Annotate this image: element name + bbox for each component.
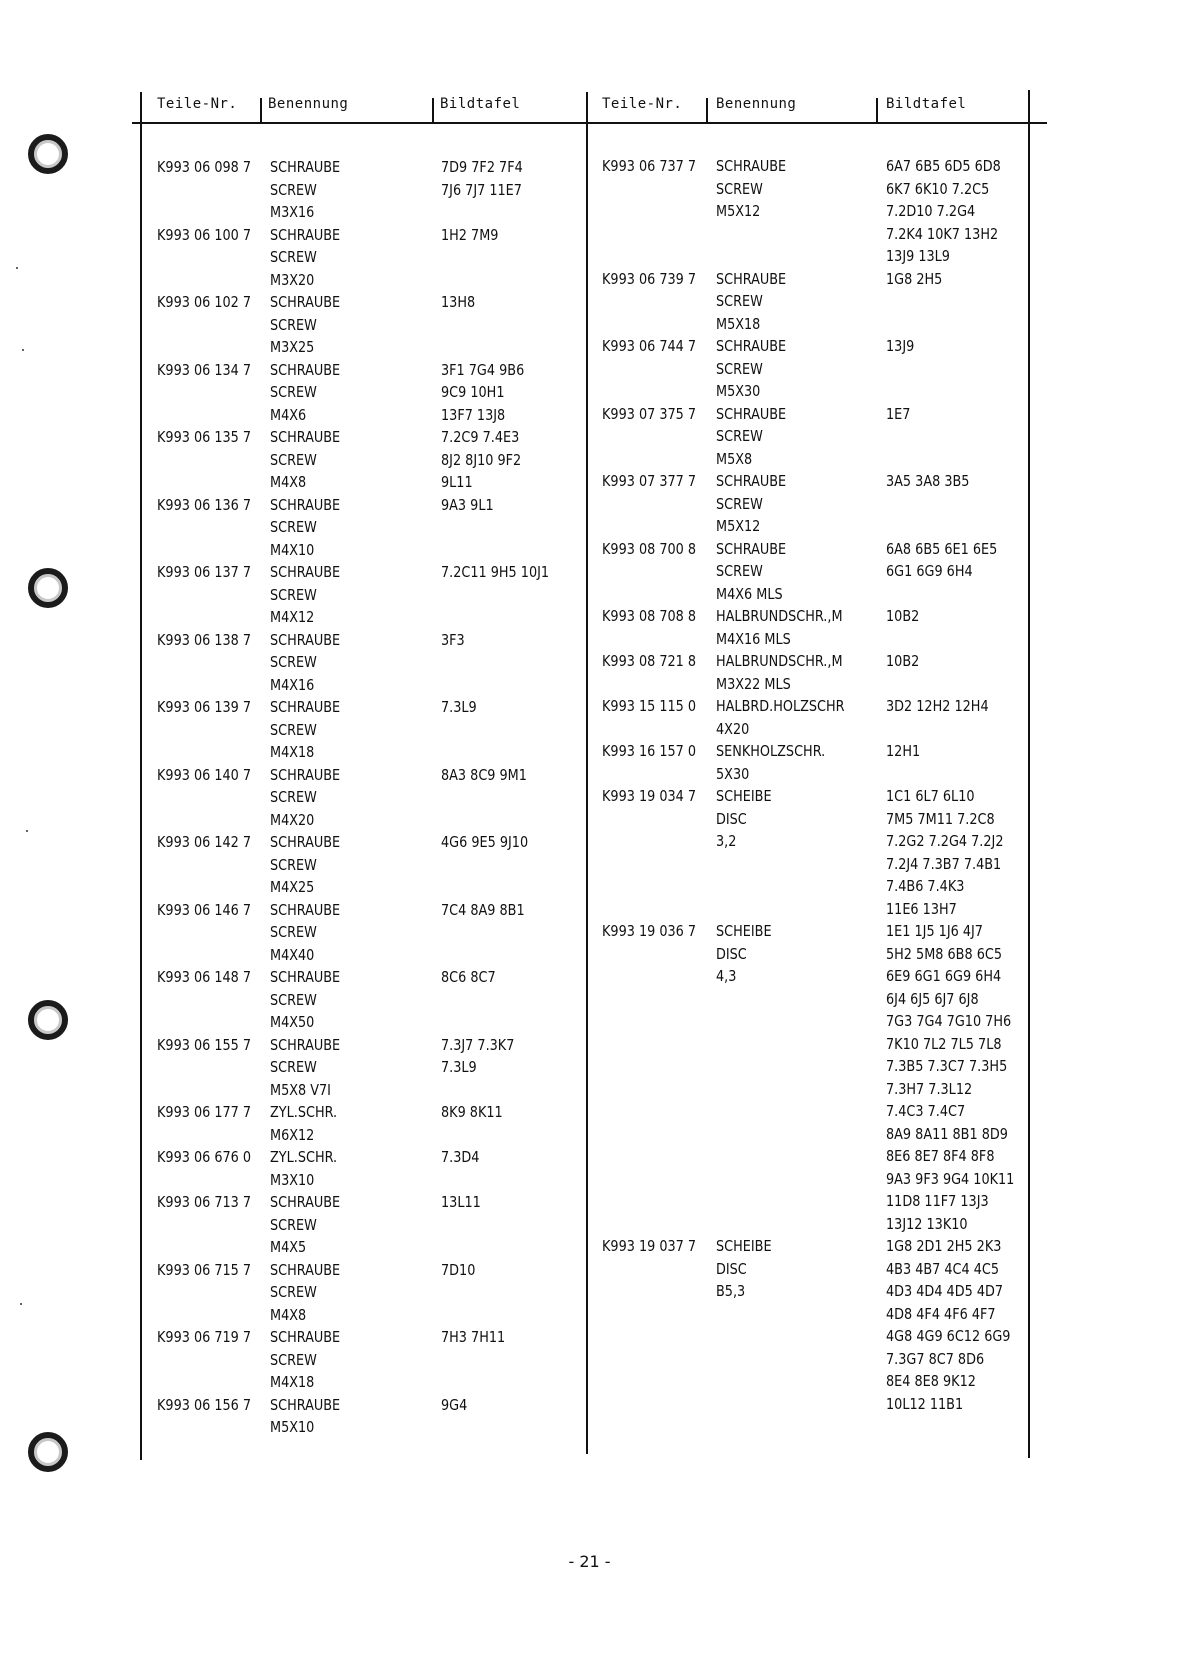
scan-speck — [20, 1303, 22, 1305]
column-divider-middle — [586, 92, 588, 1454]
figure-refs: 4D8 4F4 4F6 4F7 — [886, 1304, 996, 1323]
part-number: K993 06 676 0 — [157, 1148, 252, 1166]
part-name: M5X12 — [716, 202, 761, 220]
part-name: SCHRAUBE — [270, 495, 341, 514]
part-name: M5X12 — [716, 517, 761, 535]
part-number: K993 06 140 7 — [157, 765, 252, 784]
part-name: M4X6 — [270, 405, 307, 424]
figure-refs: 10B2 — [886, 652, 920, 670]
part-name: SCREW — [716, 359, 763, 378]
figure-refs: 4G6 9E5 9J10 — [441, 833, 529, 851]
figure-refs: 8J2 8J10 9F2 — [441, 450, 522, 469]
part-name: HALBRD.HOLZSCHR — [716, 697, 845, 715]
part-name: M4X20 — [270, 810, 315, 829]
figure-refs: 3A5 3A8 3B5 — [886, 472, 970, 490]
figure-refs: 1G8 2D1 2H5 2K3 — [886, 1237, 1002, 1255]
figure-refs: 7.2K4 10K7 13H2 — [886, 224, 999, 243]
figure-refs: 7.2G2 7.2G4 7.2J2 — [886, 832, 1004, 850]
part-name: SCREW — [270, 383, 317, 401]
part-name: M6X12 — [270, 1125, 315, 1144]
figure-refs: 7.2J4 7.3B7 7.4B1 — [886, 854, 1002, 873]
figure-refs: 7H3 7H11 — [441, 1328, 506, 1346]
figure-refs: 8A9 8A11 8B1 8D9 — [886, 1124, 1008, 1143]
part-number: K993 07 377 7 — [602, 472, 697, 490]
binder-hole-2 — [28, 568, 68, 608]
part-number: K993 06 737 7 — [602, 157, 697, 175]
part-name: M3X25 — [270, 338, 315, 356]
part-name: SCHRAUBE — [270, 968, 341, 986]
figure-refs: 8K9 8K11 — [441, 1103, 503, 1121]
part-number: K993 16 157 0 — [602, 742, 697, 760]
part-number: K993 08 708 8 — [602, 607, 697, 625]
part-name: SCHRAUBE — [270, 765, 341, 784]
part-name: SCREW — [716, 179, 763, 198]
part-name: SCREW — [716, 427, 763, 445]
figure-refs: 10L12 11B1 — [886, 1394, 964, 1413]
part-name: SCHRAUBE — [716, 157, 787, 175]
part-number: K993 07 375 7 — [602, 404, 697, 423]
part-number: K993 06 139 7 — [157, 698, 252, 716]
part-name: M4X40 — [270, 945, 315, 964]
part-name: SCHRAUBE — [716, 472, 787, 490]
figure-refs: 8E6 8E7 8F4 8F8 — [886, 1147, 995, 1165]
part-name: SCREW — [270, 855, 317, 874]
part-name: M5X30 — [716, 382, 761, 400]
figure-refs: 1E1 1J5 1J6 4J7 — [886, 922, 983, 940]
part-name: SCHRAUBE — [270, 428, 341, 446]
part-name: SCHRAUBE — [270, 698, 341, 716]
part-name: SCHRAUBE — [270, 630, 341, 649]
figure-refs: 7C4 8A9 8B1 — [441, 900, 525, 919]
part-name: DISC — [716, 809, 747, 828]
part-name: HALBRUNDSCHR.,M — [716, 607, 843, 625]
part-number: K993 06 135 7 — [157, 428, 252, 446]
part-number: K993 06 098 7 — [157, 158, 252, 176]
part-number: K993 06 744 7 — [602, 337, 697, 355]
part-name: B5,3 — [716, 1282, 746, 1300]
figure-refs: 1G8 2H5 — [886, 269, 943, 288]
figure-refs: 3F1 7G4 9B6 — [441, 360, 525, 379]
part-name: SCREW — [270, 180, 317, 199]
part-name: SCHRAUBE — [270, 900, 341, 919]
part-name: SCHRAUBE — [270, 1035, 341, 1054]
part-name: M4X25 — [270, 878, 315, 896]
header-name-left: Benennung — [268, 96, 349, 112]
part-name: M4X10 — [270, 540, 315, 559]
figure-refs: 13J12 13K10 — [886, 1214, 968, 1233]
part-name: SCREW — [270, 923, 317, 941]
part-name: M5X10 — [270, 1418, 315, 1436]
figure-refs: 9G4 — [441, 1395, 468, 1414]
part-number: K993 06 100 7 — [157, 225, 252, 244]
part-name: SENKHOLZSCHR. — [716, 742, 826, 760]
figure-refs: 8E4 8E8 9K12 — [886, 1372, 976, 1390]
figure-refs: 7D10 — [441, 1260, 476, 1279]
figure-refs: 6G1 6G9 6H4 — [886, 562, 973, 580]
header-tick — [876, 98, 878, 124]
part-name: SCREW — [716, 292, 763, 310]
figure-refs: 10B2 — [886, 607, 920, 625]
part-name: SCHRAUBE — [270, 158, 341, 176]
figure-refs: 9C9 10H1 — [441, 383, 505, 401]
figure-refs: 13L11 — [441, 1193, 481, 1211]
part-name: 4,3 — [716, 967, 737, 985]
part-name: DISC — [716, 1259, 747, 1278]
figure-refs: 7.4B6 7.4K3 — [886, 877, 965, 895]
part-name: M4X6 MLS — [716, 584, 783, 603]
part-name: SCHRAUBE — [716, 539, 787, 558]
part-name: SCHEIBE — [716, 922, 772, 940]
figure-refs: 7.3B5 7.3C7 7.3H5 — [886, 1057, 1008, 1075]
part-name: M4X16 — [270, 675, 315, 694]
part-number: K993 06 137 7 — [157, 563, 252, 581]
part-name: SCREW — [270, 788, 317, 806]
part-name: M4X5 — [270, 1238, 307, 1256]
part-name: SCHRAUBE — [270, 1395, 341, 1414]
figure-refs: 11E6 13H7 — [886, 899, 957, 918]
part-name: 4X20 — [716, 719, 750, 738]
part-name: SCREW — [270, 518, 317, 536]
figure-refs: 9L11 — [441, 473, 473, 491]
part-name: SCHRAUBE — [716, 337, 787, 355]
header-tick — [432, 98, 434, 124]
figure-refs: 5H2 5M8 6B8 6C5 — [886, 944, 1002, 963]
part-name: M4X8 — [270, 473, 307, 491]
figure-refs: 6A8 6B5 6E1 6E5 — [886, 539, 998, 558]
figure-refs: 8C6 8C7 — [441, 968, 496, 986]
figure-refs: 13H8 — [441, 293, 476, 311]
part-name: SCREW — [270, 720, 317, 739]
figure-refs: 6A7 6B5 6D5 6D8 — [886, 157, 1001, 175]
scan-speck — [26, 830, 28, 832]
part-name: SCHRAUBE — [270, 293, 341, 311]
figure-refs: 7.3H7 7.3L12 — [886, 1079, 973, 1098]
figure-refs: 6E9 6G1 6G9 6H4 — [886, 967, 1002, 985]
figure-refs: 7.3L9 — [441, 1058, 477, 1076]
part-number: K993 06 102 7 — [157, 293, 252, 311]
part-name: M3X20 — [270, 270, 315, 289]
part-number: K993 06 148 7 — [157, 968, 252, 986]
figure-refs: 7K10 7L2 7L5 7L8 — [886, 1034, 1002, 1053]
part-number: K993 06 713 7 — [157, 1193, 252, 1211]
figure-refs: 7.3J7 7.3K7 — [441, 1035, 515, 1054]
part-number: K993 06 715 7 — [157, 1260, 252, 1279]
part-number: K993 06 134 7 — [157, 360, 252, 379]
part-name: M4X16 MLS — [716, 629, 791, 648]
part-name: SCREW — [270, 1058, 317, 1076]
part-name: 5X30 — [716, 764, 750, 783]
figure-refs: 9A3 9L1 — [441, 495, 494, 514]
header-partno-right: Teile-Nr. — [602, 96, 683, 112]
figure-refs: 7D9 7F2 7F4 — [441, 158, 523, 176]
scan-speck — [22, 349, 24, 351]
header-ref-left: Bildtafel — [440, 96, 521, 112]
part-name: M4X18 — [270, 743, 315, 761]
binder-hole-1 — [28, 134, 68, 174]
figure-refs: 7.2C11 9H5 10J1 — [441, 563, 550, 581]
part-name: M4X50 — [270, 1013, 315, 1031]
part-number: K993 06 146 7 — [157, 900, 252, 919]
part-number: K993 19 036 7 — [602, 922, 697, 940]
figure-refs: 9A3 9F3 9G4 10K11 — [886, 1169, 1015, 1188]
column-divider-right — [1028, 90, 1030, 1458]
part-number: K993 08 700 8 — [602, 539, 697, 558]
binder-hole-3 — [28, 1000, 68, 1040]
part-name: DISC — [716, 944, 747, 963]
part-name: SCREW — [716, 494, 763, 513]
part-name: SCHRAUBE — [270, 225, 341, 244]
figure-refs: 3F3 — [441, 630, 465, 649]
part-name: SCREW — [270, 450, 317, 469]
part-number: K993 06 155 7 — [157, 1035, 252, 1054]
part-name: SCHRAUBE — [270, 360, 341, 379]
part-name: SCHRAUBE — [270, 563, 341, 581]
part-name: M5X18 — [716, 314, 761, 333]
figure-refs: 7J6 7J7 11E7 — [441, 180, 522, 199]
page-number: - 21 - — [568, 1552, 611, 1571]
figure-refs: 1E7 — [886, 404, 911, 423]
figure-refs: 4D3 4D4 4D5 4D7 — [886, 1282, 1004, 1300]
part-name: SCHRAUBE — [716, 269, 787, 288]
figure-refs: 7.2D10 7.2G4 — [886, 202, 976, 220]
part-name: ZYL.SCHR. — [270, 1148, 338, 1166]
part-name: SCREW — [270, 990, 317, 1009]
figure-refs: 7.4C3 7.4C7 — [886, 1102, 966, 1120]
figure-refs: 13J9 13L9 — [886, 247, 950, 265]
part-name: SCHRAUBE — [270, 1193, 341, 1211]
header-name-right: Benennung — [716, 96, 797, 112]
figure-refs: 3D2 12H2 12H4 — [886, 697, 989, 715]
part-name: M5X8 V7I — [270, 1080, 331, 1099]
part-name: SCREW — [270, 315, 317, 334]
part-name: M5X8 — [716, 449, 753, 468]
part-name: SCREW — [270, 1283, 317, 1301]
part-name: M4X12 — [270, 608, 315, 626]
figure-refs: 7G3 7G4 7G10 7H6 — [886, 1012, 1012, 1030]
part-name: M3X22 MLS — [716, 674, 791, 693]
figure-refs: 7.3L9 — [441, 698, 477, 716]
header-tick — [706, 98, 708, 124]
figure-refs: 7.3D4 — [441, 1148, 480, 1166]
figure-refs: 1C1 6L7 6L10 — [886, 787, 975, 805]
part-name: M4X18 — [270, 1373, 315, 1391]
binder-hole-4 — [28, 1432, 68, 1472]
column-divider-left — [140, 92, 142, 1460]
part-name: SCREW — [270, 1215, 317, 1234]
part-name: M3X16 — [270, 203, 315, 221]
part-name: SCREW — [716, 562, 763, 580]
figure-refs: 7M5 7M11 7.2C8 — [886, 809, 995, 828]
part-number: K993 08 721 8 — [602, 652, 697, 670]
scan-speck — [16, 267, 18, 269]
part-name: SCHRAUBE — [270, 1328, 341, 1346]
part-name: SCREW — [270, 585, 317, 604]
figure-refs: 1H2 7M9 — [441, 225, 499, 244]
part-name: SCHRAUBE — [270, 1260, 341, 1279]
part-number: K993 06 142 7 — [157, 833, 252, 851]
header-ref-right: Bildtafel — [886, 96, 967, 112]
part-name: SCREW — [270, 653, 317, 671]
part-name: SCHRAUBE — [270, 833, 341, 851]
part-number: K993 06 136 7 — [157, 495, 252, 514]
part-name: SCREW — [270, 1350, 317, 1369]
part-number: K993 19 034 7 — [602, 787, 697, 805]
figure-refs: 11D8 11F7 13J3 — [886, 1192, 989, 1210]
header-partno-left: Teile-Nr. — [157, 96, 238, 112]
header-tick — [260, 98, 262, 124]
figure-refs: 6K7 6K10 7.2C5 — [886, 179, 990, 198]
part-name: SCREW — [270, 248, 317, 266]
part-number: K993 06 138 7 — [157, 630, 252, 649]
part-name: SCHRAUBE — [716, 404, 787, 423]
part-number: K993 06 719 7 — [157, 1328, 252, 1346]
part-name: ZYL.SCHR. — [270, 1103, 338, 1121]
figure-refs: 13F7 13J8 — [441, 405, 506, 424]
header-underline — [132, 122, 1047, 124]
figure-refs: 13J9 — [886, 337, 915, 355]
figure-refs: 4B3 4B7 4C4 4C5 — [886, 1259, 1000, 1278]
part-number: K993 19 037 7 — [602, 1237, 697, 1255]
figure-refs: 4G8 4G9 6C12 6G9 — [886, 1327, 1011, 1345]
part-number: K993 06 739 7 — [602, 269, 697, 288]
part-name: HALBRUNDSCHR.,M — [716, 652, 843, 670]
part-name: M3X10 — [270, 1170, 315, 1189]
part-name: 3,2 — [716, 832, 737, 850]
part-name: M4X8 — [270, 1305, 307, 1324]
part-number: K993 06 156 7 — [157, 1395, 252, 1414]
figure-refs: 8A3 8C9 9M1 — [441, 765, 527, 784]
figure-refs: 7.3G7 8C7 8D6 — [886, 1349, 985, 1368]
figure-refs: 6J4 6J5 6J7 6J8 — [886, 989, 979, 1008]
figure-refs: 7.2C9 7.4E3 — [441, 428, 520, 446]
part-name: SCHEIBE — [716, 1237, 772, 1255]
figure-refs: 12H1 — [886, 742, 921, 760]
part-name: SCHEIBE — [716, 787, 772, 805]
part-number: K993 15 115 0 — [602, 697, 697, 715]
part-number: K993 06 177 7 — [157, 1103, 252, 1121]
